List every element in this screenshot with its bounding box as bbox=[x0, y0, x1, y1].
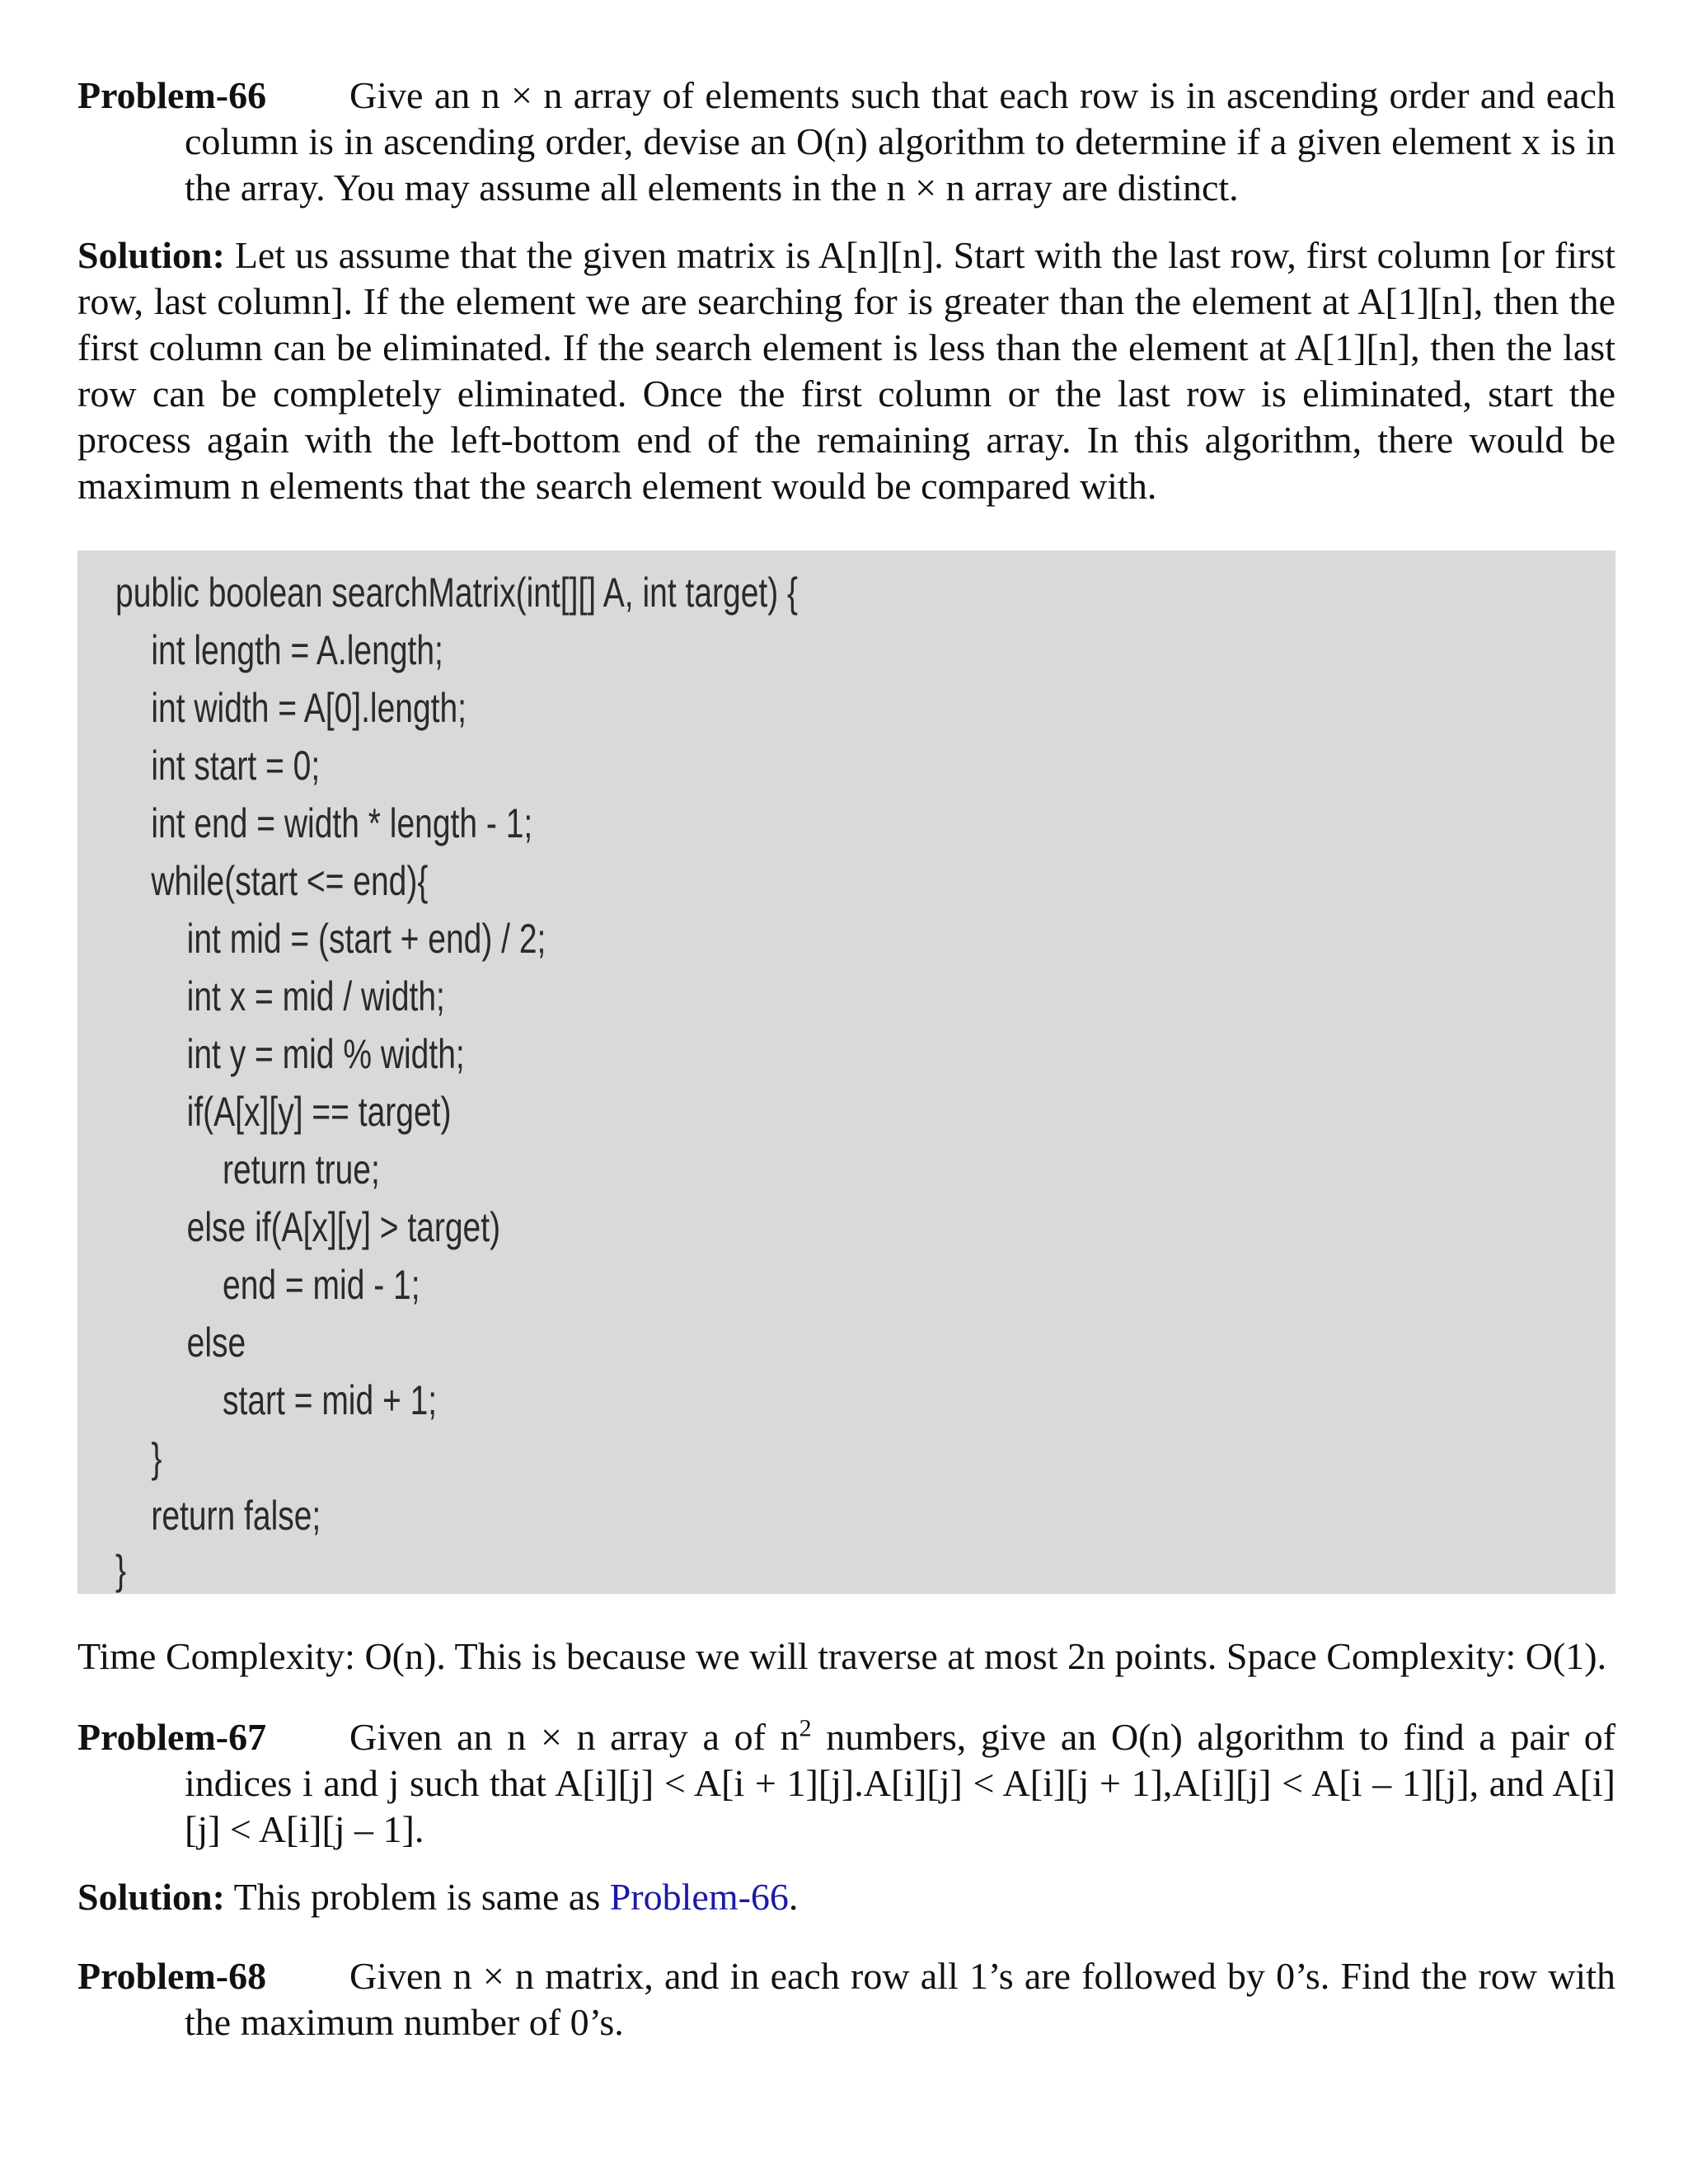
solution-67 bbox=[77, 1874, 1615, 1920]
code-line: int length = A.length; bbox=[115, 627, 443, 673]
page-content bbox=[77, 73, 1615, 2046]
problem-66-label: Problem-66 bbox=[77, 74, 267, 116]
solution-67-label: Solution: bbox=[77, 1876, 225, 1918]
code-line: int width = A[0].length; bbox=[115, 685, 467, 731]
problem-68-text: Given n × n matrix, and in each row all 1’s are followed by 0’s. Find the row with the maximum number of 0’s. bbox=[185, 1955, 1615, 2043]
code-line: int x = mid / width; bbox=[115, 973, 445, 1019]
problem-67-text-a: Given an n × n array a of n bbox=[349, 1716, 799, 1758]
problem-66-text: Give an n × n array of elements such that each row is in ascending order and each column is in ascending order, devise an O(n) algorithm to determine if a given element x is in the array. You may assume all elements in the n × n array are distinct. bbox=[185, 74, 1615, 209]
code-line: else bbox=[115, 1319, 246, 1366]
solution-66 bbox=[77, 232, 1615, 509]
code-line: } bbox=[115, 1435, 162, 1481]
code-line: int mid = (start + end) / 2; bbox=[115, 916, 546, 962]
code-line: return false; bbox=[115, 1493, 321, 1539]
solution-66-label: Solution: bbox=[77, 234, 225, 276]
solution-67-end: . bbox=[788, 1876, 799, 1918]
problem-68 bbox=[77, 1953, 1615, 2046]
code-line: int end = width * length - 1; bbox=[115, 800, 533, 846]
code-line: end = mid - 1; bbox=[115, 1262, 420, 1308]
problem-66 bbox=[77, 73, 1615, 211]
problem-67-text-b: numbers, give an O(n) algorithm to find a pair of indices i and j such that A[i][j] < A[i + 1][j].A[i][j] < A[i][j + 1],A[i][j] < A[i – 1][j], and A[i][j] < A[i][j – 1]. bbox=[185, 1716, 1616, 1850]
code-lines bbox=[115, 564, 1615, 1544]
code-line: if(A[x][y] == target) bbox=[115, 1089, 452, 1135]
code-line: return true; bbox=[115, 1146, 380, 1193]
code-block bbox=[77, 551, 1615, 1594]
complexity-note: Time Complexity: O(n). This is because we will traverse at most 2n points. Space Complexity: O(1). bbox=[77, 1635, 1607, 1677]
problem-67-label: Problem-67 bbox=[77, 1716, 267, 1758]
solution-67-text: This problem is same as bbox=[233, 1876, 610, 1918]
problem-67-superscript: 2 bbox=[799, 1714, 812, 1742]
solution-66-text: Let us assume that the given matrix is A[n][n]. Start with the last row, first column [or first row, last column]. If the element we are searching for is greater than the element at A[1][n], then the first column can be eliminated. If the search element is less than the element at A[1][n], then the last row can be completely eliminated. Once the first column or the last row is eliminated, start the process again with the left-bottom end of the remaining array. In this algorithm, there would be maximum n elements that the search element would be compared with. bbox=[77, 234, 1616, 507]
code-line: int y = mid % width; bbox=[115, 1031, 465, 1077]
problem-66-link[interactable]: Problem-66 bbox=[609, 1876, 789, 1918]
code-line: else if(A[x][y] > target) bbox=[115, 1204, 501, 1250]
code-closing-brace: } bbox=[115, 1547, 127, 1593]
problem-68-label: Problem-68 bbox=[77, 1955, 267, 1997]
code-line: int start = 0; bbox=[115, 743, 321, 789]
code-line: while(start <= end){ bbox=[115, 858, 429, 904]
code-line: public boolean searchMatrix(int[][] A, int target) { bbox=[115, 569, 799, 616]
code-line: start = mid + 1; bbox=[115, 1377, 438, 1423]
problem-67 bbox=[77, 1714, 1615, 1853]
